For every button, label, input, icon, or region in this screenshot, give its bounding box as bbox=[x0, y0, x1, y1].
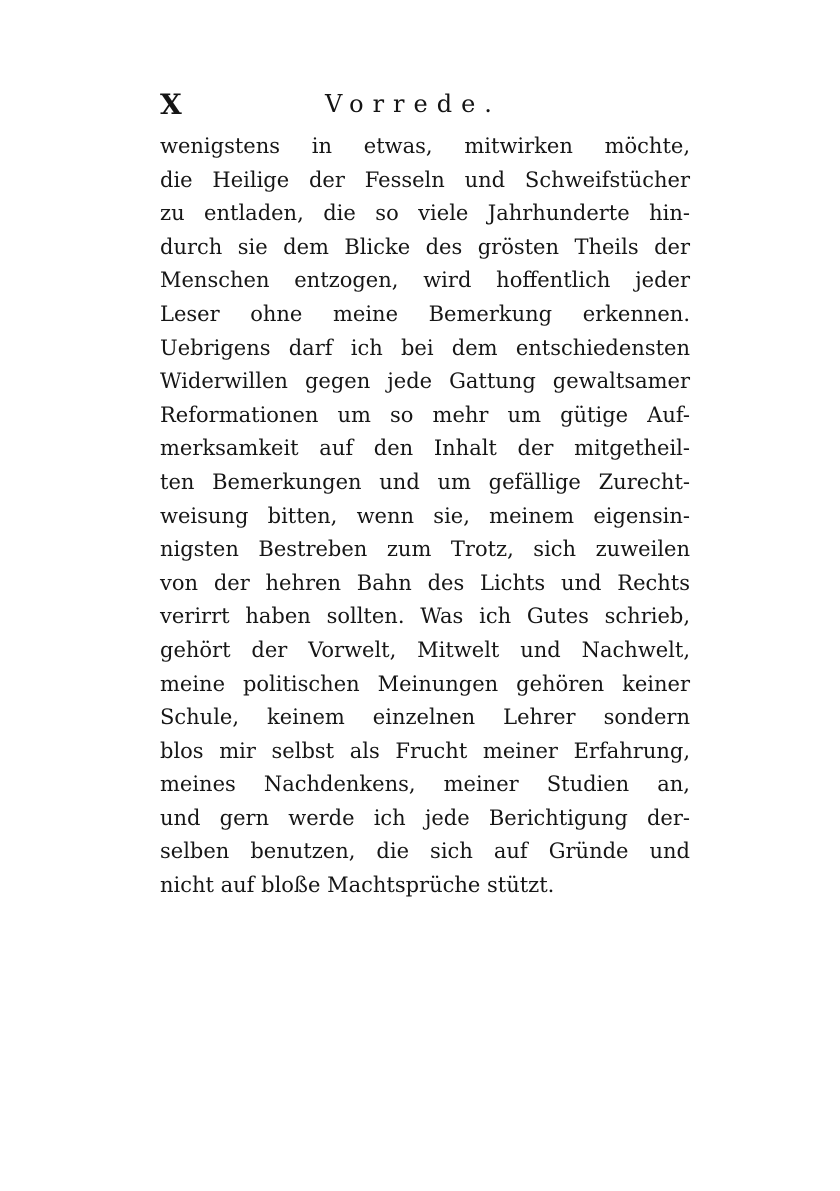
text-line: merksamkeit auf den Inhalt der mitgetheil- bbox=[160, 436, 690, 461]
body-text bbox=[160, 130, 690, 903]
text-line: blos mir selbst als Frucht meiner Erfahrung, bbox=[160, 738, 690, 763]
text-line: und gern werde ich jede Berichtigung der- bbox=[160, 805, 690, 830]
text-line: Uebrigens darf ich bei dem entschiedensten bbox=[160, 335, 690, 360]
text-line: weisung bitten, wenn sie, meinem eigensin- bbox=[160, 503, 690, 528]
running-title: Vorrede. bbox=[325, 90, 501, 118]
text-line: selben benutzen, die sich auf Gründe und bbox=[160, 839, 690, 864]
text-line: nicht auf bloße Machtsprüche stützt. bbox=[160, 873, 555, 898]
text-line: zu entladen, die so viele Jahrhunderte hin- bbox=[160, 201, 690, 226]
text-line: die Heilige der Fesseln und Schweifstücher bbox=[160, 167, 690, 192]
text-line: gehört der Vorwelt, Mitwelt und Nachwelt, bbox=[160, 637, 690, 662]
text-line: Widerwillen gegen jede Gattung gewaltsamer bbox=[160, 369, 690, 394]
text-line: Menschen entzogen, wird hoffentlich jeder bbox=[160, 268, 690, 293]
text-line: meines Nachdenkens, meiner Studien an, bbox=[160, 772, 690, 797]
text-line: verirrt haben sollten. Was ich Gutes schrieb, bbox=[160, 604, 690, 629]
text-line: durch sie dem Blicke des grösten Theils der bbox=[160, 234, 690, 259]
text-line: Schule, keinem einzelnen Lehrer sondern bbox=[160, 705, 690, 730]
page-number: X bbox=[160, 88, 183, 121]
text-line: von der hehren Bahn des Lichts und Rechts bbox=[160, 570, 690, 595]
text-line: Leser ohne meine Bemerkung erkennen. bbox=[160, 301, 690, 326]
text-line: wenigstens in etwas, mitwirken möchte, bbox=[160, 134, 690, 158]
text-line: Reformationen um so mehr um gütige Auf- bbox=[160, 402, 690, 427]
page-header bbox=[160, 88, 690, 124]
text-line: meine politischen Meinungen gehören keiner bbox=[160, 671, 690, 696]
text-line: nigsten Bestreben zum Trotz, sich zuweilen bbox=[160, 537, 690, 562]
text-line: ten Bemerkungen und um gefällige Zurecht- bbox=[160, 469, 690, 494]
